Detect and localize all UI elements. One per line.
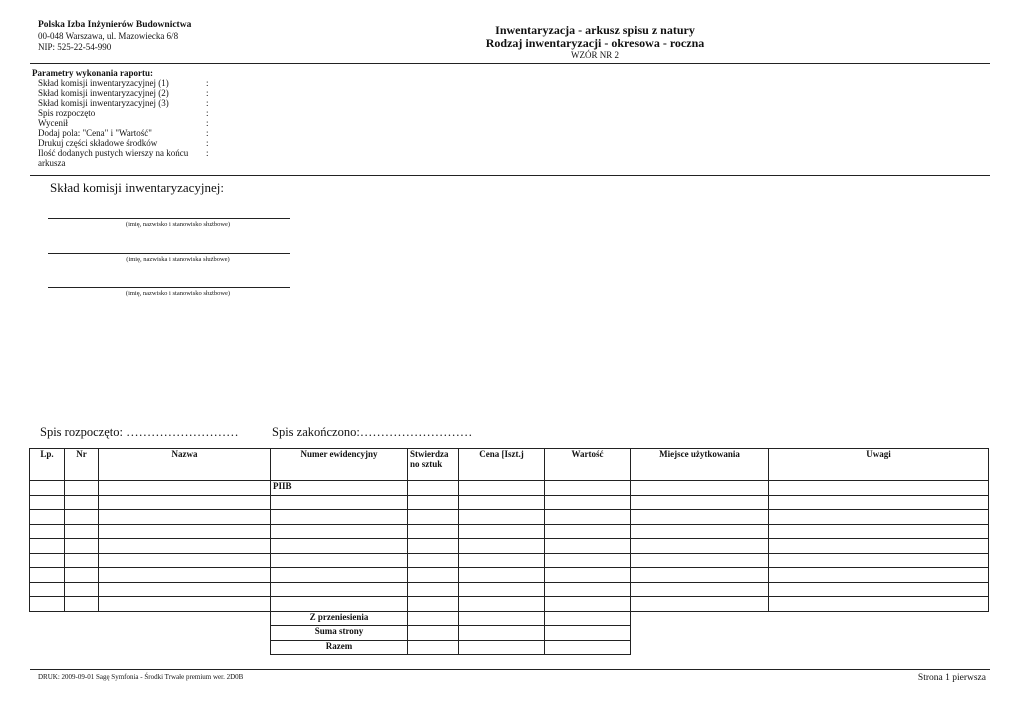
signature-caption-1: (imię, nazwisko i stanowisko służbowe): [125, 221, 231, 228]
col-wartosc: Wartość: [545, 449, 631, 481]
param-row: Wycenił :: [38, 118, 209, 128]
table-row: [30, 568, 989, 583]
page-number: Strona 1 pierwsza: [917, 673, 986, 683]
form-number: WZÓR NR 2: [571, 50, 619, 60]
col-stwierdza: Stwierdza no sztuk: [408, 449, 459, 481]
col-numer: Numer ewidencyjny: [271, 449, 408, 481]
inventory-table: [29, 448, 989, 655]
table-row: [30, 481, 989, 496]
param-row: Spis rozpoczęto :: [38, 108, 209, 118]
commission-title: Skład komisji inwentaryzacyjnej:: [50, 180, 225, 195]
param-row: Drukuj części składowe środków :: [38, 138, 209, 148]
params-title: Parametry wykonania raportu:: [32, 68, 153, 78]
company-nip: NIP: 525-22-54-990: [38, 42, 112, 52]
table-row: [30, 510, 989, 525]
company-address: 00-048 Warszawa, ul. Mazowiecka 6/8: [38, 31, 179, 41]
params-divider: [30, 175, 990, 176]
summary-row: [30, 640, 989, 655]
param-row: Dodaj pola: "Cena" i "Wartość" :: [38, 128, 209, 138]
signature-caption-2: (imię, nazwiska i stanowiska służbowe): [126, 256, 230, 263]
first-row-numer: PIIB: [271, 481, 408, 496]
summary-z-przeniesienia: Z przeniesienia: [271, 611, 408, 626]
document-title: [440, 24, 750, 60]
param-row: Ilość dodanych pustych wierszy na końcu arkusza :: [38, 148, 209, 168]
col-lp: Lp.: [30, 449, 65, 481]
table-row: [30, 597, 989, 612]
table-row: [30, 495, 989, 510]
col-nr: Nr: [65, 449, 99, 481]
signature-caption-3: (imię, nazwisko i stanowisko służbowe): [125, 290, 231, 297]
table-header-row: [30, 449, 989, 481]
signature-line-1: [48, 218, 290, 219]
report-parameters: [32, 68, 332, 168]
table-row: [30, 539, 989, 554]
footer-divider: [30, 669, 990, 670]
summary-row: [30, 626, 989, 641]
footer-print-info: DRUK: 2009-09-01 Sagę Symfonia - Środki Trwałe premium wer. 2D0B: [38, 673, 244, 681]
col-uwagi: Uwagi: [769, 449, 989, 481]
param-row: Skład komisji inwentaryzacyjnej (1) :: [38, 78, 209, 88]
signature-line-3: [48, 287, 290, 288]
company-name: Polska Izba Inżynierów Budownictwa: [38, 20, 192, 30]
header-divider: [30, 63, 990, 64]
summary-razem: Razem: [271, 640, 408, 655]
spis-end: Spis zakończono:………………………: [272, 425, 473, 439]
col-miejsce: Miejsce użytkowania: [631, 449, 769, 481]
param-row: Skład komisji inwentaryzacyjnej (2) :: [38, 88, 209, 98]
summary-row: [30, 611, 989, 626]
param-row: Skład komisji inwentaryzacyjnej (3) :: [38, 98, 209, 108]
table-row: [30, 582, 989, 597]
title-line2: Rodzaj inwentaryzacji - okresowa - roczna: [485, 36, 705, 50]
col-cena: Cena [Iszt.j: [459, 449, 545, 481]
signature-line-2: [48, 253, 290, 254]
table-row: [30, 524, 989, 539]
table-row: [30, 553, 989, 568]
col-nazwa: Nazwa: [99, 449, 271, 481]
spis-start: Spis rozpoczęto: ………………………: [40, 425, 239, 439]
title-line1: Inwentaryzacja - arkusz spisu z natury: [495, 23, 695, 37]
company-block: [38, 20, 191, 53]
summary-suma-strony: Suma strony: [271, 626, 408, 641]
